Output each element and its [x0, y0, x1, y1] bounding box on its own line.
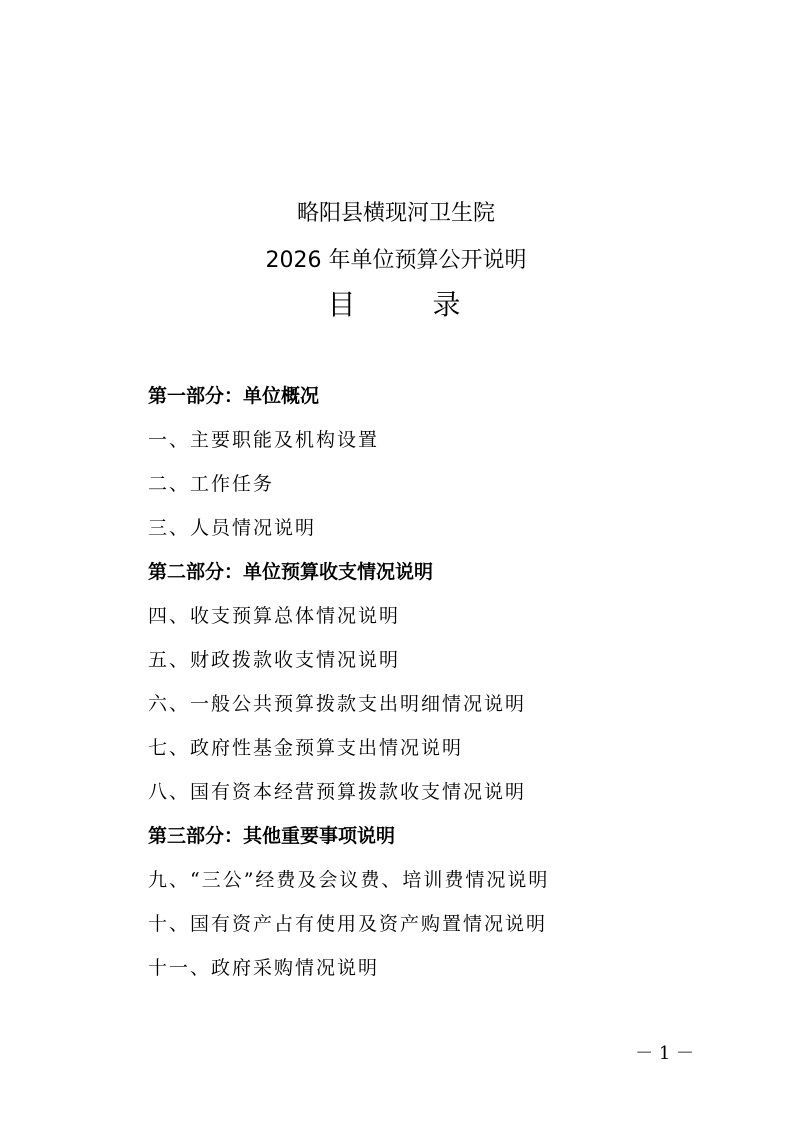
page-number: － 1 － — [635, 1043, 694, 1064]
toc-item-3: 三、人员情况说明 — [148, 517, 317, 539]
document-title: 2026 年单位预算公开说明 — [265, 248, 527, 273]
toc-item-2: 二、工作任务 — [148, 473, 275, 495]
toc-item-1: 一、主要职能及机构设置 — [148, 429, 380, 451]
toc-part-2: 第二部分：单位预算收支情况说明 — [148, 561, 434, 583]
toc-heading: 目 录 — [327, 288, 495, 321]
toc-part-1: 第一部分：单位概况 — [148, 385, 320, 407]
toc-item-8: 八、国有资本经营预算拨款收支情况说明 — [148, 781, 527, 803]
toc-item-11: 十一、政府采购情况说明 — [148, 957, 380, 979]
organization-name: 略阳县横现河卫生院 — [296, 201, 495, 226]
toc-item-9: 九、“三公”经费及会议费、培训费情况说明 — [148, 869, 550, 891]
toc-item-4: 四、收支预算总体情况说明 — [148, 605, 401, 627]
toc-part-3: 第三部分：其他重要事项说明 — [148, 825, 396, 847]
toc-item-10: 十、国有资产占有使用及资产购置情况说明 — [148, 913, 548, 935]
toc-item-6: 六、一般公共预算拨款支出明细情况说明 — [148, 693, 527, 715]
table-of-contents — [148, 381, 748, 997]
toc-item-5: 五、财政拨款收支情况说明 — [148, 649, 401, 671]
toc-item-7: 七、政府性基金预算支出情况说明 — [148, 737, 464, 759]
